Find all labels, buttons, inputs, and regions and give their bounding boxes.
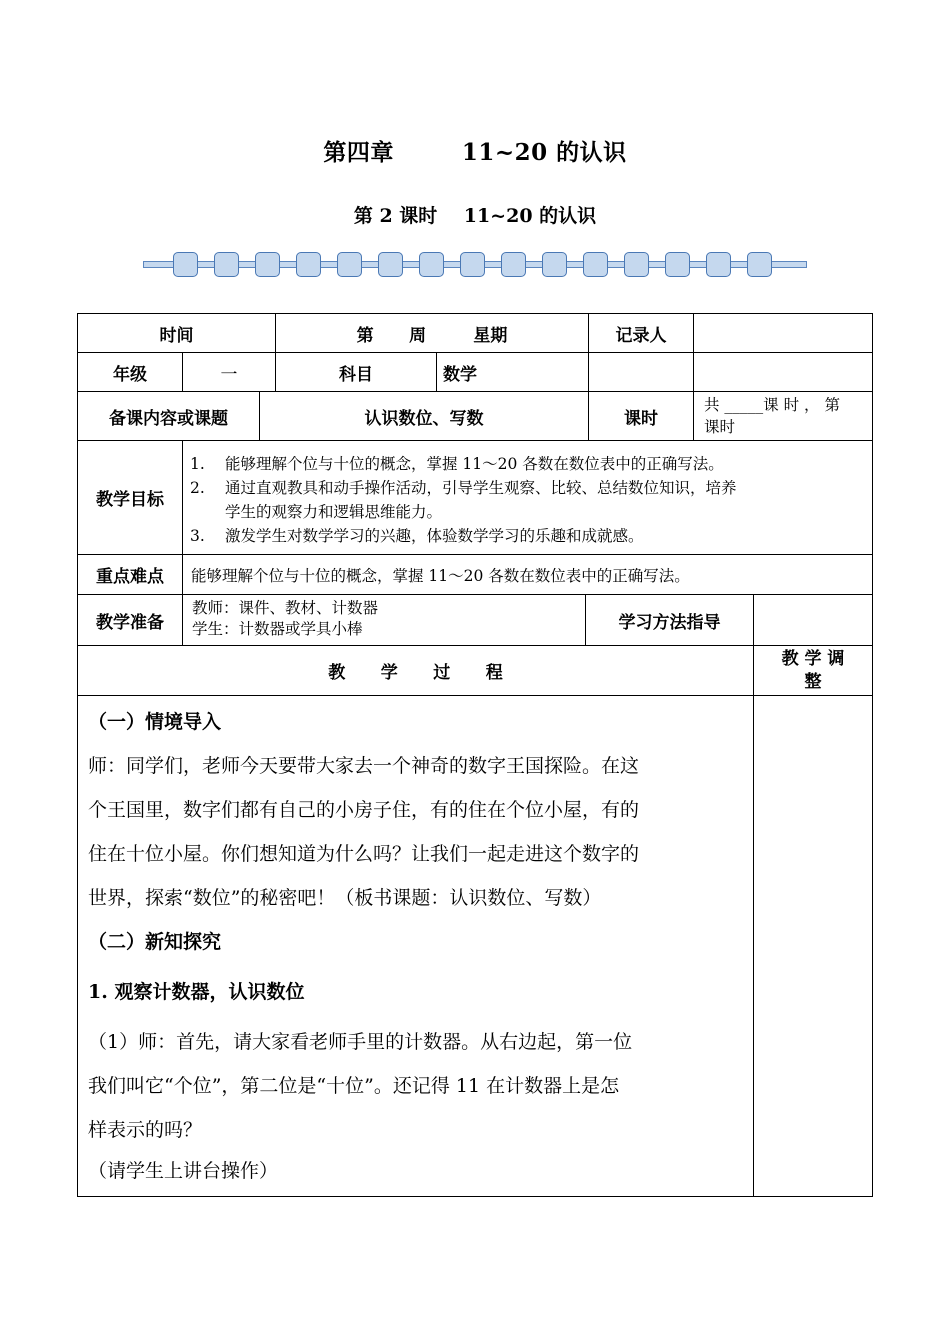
chapter-title: 第四章 11~20 的认识 <box>323 139 627 166</box>
week-label: 第 周 星期 <box>356 325 508 346</box>
period-value-line2: 课时 <box>704 418 736 436</box>
time-label: 时间 <box>159 325 194 346</box>
method-label: 学习方法指导 <box>618 612 721 633</box>
grade-value: 一 <box>220 364 238 385</box>
method-value[interactable] <box>754 595 872 645</box>
subject-label: 科目 <box>339 364 373 385</box>
subsection-heading: 1. 观察计数器，认识数位 <box>88 981 305 1003</box>
key-label: 重点难点 <box>96 567 164 587</box>
paragraph-line: （1）师：首先，请大家看老师手里的计数器。从右边起，第一位 <box>88 1031 633 1053</box>
period-value-line1: 共 _____课 时 ， 第 <box>704 396 840 414</box>
goal-item: 2. 通过直观教具和动手操作活动，引导学生观察、比较、总结数位知识，培养 <box>190 479 737 497</box>
goals-label: 教学目标 <box>96 490 164 510</box>
key-value: 能够理解个位与十位的概念，掌握 11～20 各数在数位表中的正确写法。 <box>191 566 690 585</box>
topic-value: 认识数位、写数 <box>364 408 484 429</box>
recorder-value[interactable] <box>694 314 872 352</box>
paragraph-line: 住在十位小屋。你们想知道为什么吗？让我们一起走进这个数字的 <box>88 843 640 865</box>
process-content <box>88 700 748 1190</box>
section-heading: （一）情境导入 <box>88 711 222 733</box>
goals-list <box>190 452 860 548</box>
paragraph-line: 世界，探索“数位”的秘密吧！（板书课题：认识数位、写数） <box>88 887 602 909</box>
prep-content <box>192 598 378 640</box>
paragraph-line: 样表示的吗？ <box>88 1119 203 1141</box>
prep-student: 学生：计数器或学具小棒 <box>192 620 363 638</box>
goal-item: 1. 能够理解个位与十位的概念，掌握 11～20 各数在数位表中的正确写法。 <box>190 455 724 473</box>
goal-item: 学生的观察力和逻辑思维能力。 <box>225 503 443 521</box>
goal-item: 3. 激发学生对数学学习的兴趣，体验数学学习的乐趣和成就感。 <box>190 527 644 545</box>
section-heading: （二）新知探究 <box>88 931 222 953</box>
prep-label: 教学准备 <box>96 612 164 633</box>
paragraph-line: 个王国里，数字们都有自己的小房子住，有的住在个位小屋，有的 <box>88 799 640 821</box>
prep-teacher: 教师：课件、教材、计数器 <box>192 599 379 617</box>
recorder-label: 记录人 <box>615 325 667 346</box>
paragraph-line: 我们叫它“个位”，第二位是“十位”。还记得 11 在计数器上是怎 <box>88 1075 620 1097</box>
subject-value: 数学 <box>443 364 477 385</box>
lesson-title: 第 2 课时 11~20 的认识 <box>353 205 597 227</box>
grade-label: 年级 <box>113 364 147 385</box>
period-value <box>704 394 866 438</box>
decorative-bead-divider <box>143 251 807 279</box>
period-label: 课时 <box>624 408 658 429</box>
topic-label: 备课内容或课题 <box>109 408 228 429</box>
paragraph-line: 师：同学们，老师今天要带大家去一个神奇的数字王国探险。在这 <box>88 755 640 777</box>
process-label: 教 学 过 程 <box>328 663 503 683</box>
paragraph-line: （请学生上讲台操作） <box>88 1160 279 1182</box>
adjust-label: 教 学 调 整 <box>781 649 845 692</box>
